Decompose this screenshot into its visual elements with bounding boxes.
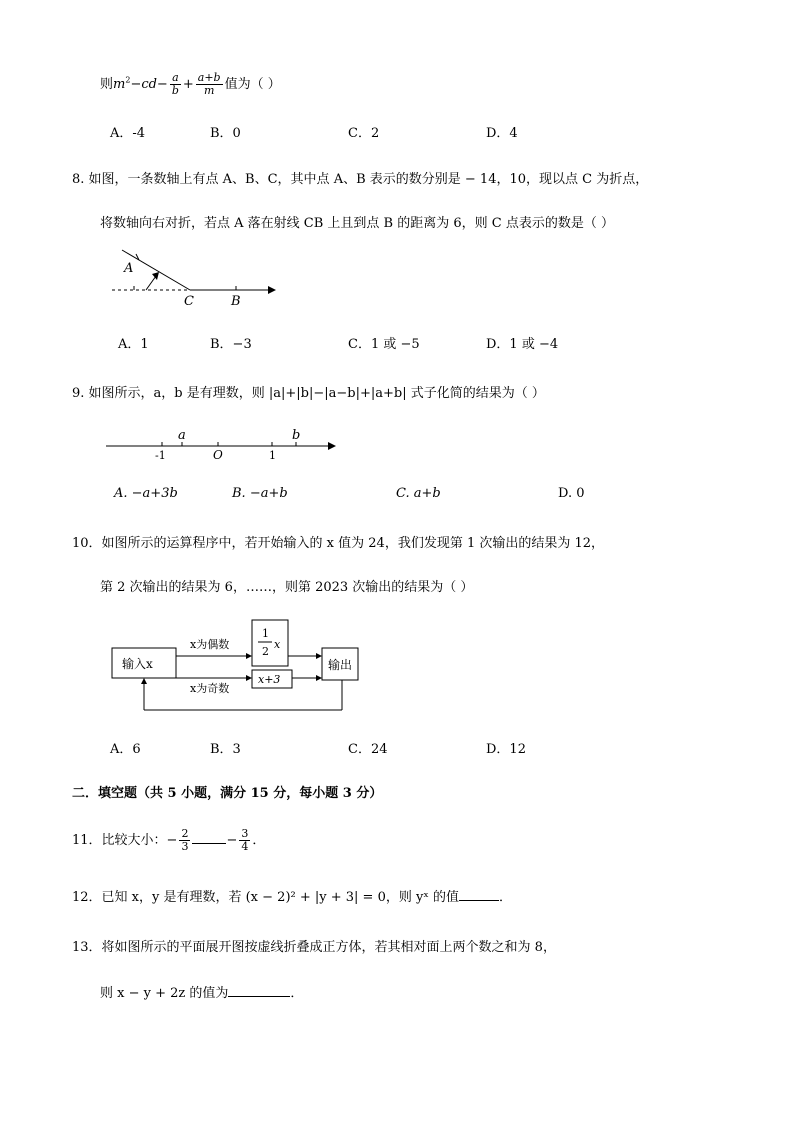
- q10-out-arrow-bottom: [316, 675, 322, 681]
- q10-half-num: 1: [262, 627, 269, 640]
- q7-m: m: [113, 77, 126, 92]
- q11-fraction-2-3: [179, 828, 190, 853]
- q10-option-b[interactable]: B．3: [210, 742, 241, 757]
- q7-option-d[interactable]: D．4: [486, 126, 518, 141]
- q7-fraction-apb-over-m: [196, 72, 223, 97]
- q13-line-1: 13．将如图所示的平面展开图按虚线折叠成正方体，若其相对面上两个数之和为 8，: [72, 940, 556, 955]
- q13-line-2: [100, 982, 303, 1001]
- q8-fold-arrowhead: [152, 272, 159, 280]
- q11-f1-den: 3: [181, 840, 189, 853]
- q10-out-arrow-top: [316, 653, 322, 659]
- q7-frac2-den: m: [203, 84, 215, 97]
- q11-f1-num: 2: [181, 827, 189, 840]
- q8-option-a[interactable]: A．1: [118, 337, 149, 352]
- q11-f2-num: 3: [241, 827, 249, 840]
- q7-frac1-den: b: [171, 84, 179, 97]
- q8-label-a: A: [124, 261, 134, 276]
- q10-even-label: x为偶数: [190, 638, 230, 651]
- q7-option-a[interactable]: A．-4: [110, 126, 146, 141]
- q7-prefix: 则: [100, 77, 114, 92]
- q11-prefix: 11．比较大小：−: [72, 833, 178, 848]
- q11-suffix: ．: [252, 833, 266, 848]
- q12-text: 12．已知 x，y 是有理数，若 (x − 2)² + |y + 3| = 0，则 yˣ 的值: [72, 890, 459, 905]
- q10-half-x: x: [274, 638, 281, 651]
- q12-suffix: ．: [498, 890, 512, 905]
- q11-fraction-3-4: [239, 828, 250, 853]
- q7-suffix: 值为（ ）: [224, 77, 281, 92]
- q7-cd: −cd−: [130, 77, 168, 92]
- q10-odd-arrow: [246, 675, 252, 681]
- q9-line: 9. 如图所示，a，b 是有理数，则 |a|+|b|−|a−b|+|a+b| 式子化简的结果为（ ）: [72, 386, 545, 401]
- q8-fold-arrow: [146, 276, 156, 290]
- q8-axis-arrow: [268, 286, 276, 294]
- q10-loop-arrow: [141, 678, 147, 684]
- q7-options: [0, 122, 794, 142]
- q8-line-2: 将数轴向右对折，若点 A 落在射线 CB 上且到点 B 的距离为 6，则 C 点表示的数是（ ）: [100, 216, 614, 231]
- q10-plus3-label: x+3: [258, 673, 281, 686]
- q10-options: [0, 738, 794, 758]
- q10-input-label: 输入x: [122, 657, 153, 671]
- q8-label-c: C: [184, 294, 194, 309]
- q11-line: [72, 828, 265, 853]
- q7-exponent: 2: [125, 75, 131, 85]
- q11-answer-blank[interactable]: [192, 843, 226, 844]
- q10-line-2: 第 2 次输出的结果为 6，……，则第 2023 次输出的结果为（ ）: [100, 580, 474, 595]
- q10-option-a[interactable]: A．6: [110, 742, 141, 757]
- q8-number-line-figure: [108, 244, 278, 310]
- q7-plus: +: [182, 77, 194, 92]
- q7-expression-line: [100, 72, 281, 97]
- q9-option-c[interactable]: C. a+b: [396, 486, 441, 501]
- q9-option-a[interactable]: A. −a+3b: [114, 486, 178, 501]
- q8-option-d[interactable]: D．1 或 −4: [486, 337, 559, 352]
- q11-f2-den: 4: [241, 840, 249, 853]
- q8-options: [0, 333, 794, 353]
- q8-label-b: B: [231, 294, 241, 309]
- q9-label-a: a: [178, 428, 186, 443]
- q9-label-o: O: [213, 448, 223, 462]
- q9-label-m1: -1: [155, 449, 166, 462]
- q10-option-d[interactable]: D．12: [486, 742, 526, 757]
- q10-output-label: 输出: [328, 658, 353, 672]
- q12-line: [72, 886, 512, 905]
- q9-label-b: b: [292, 428, 301, 443]
- q10-flowchart: [108, 614, 368, 718]
- q10-half-box: [252, 620, 288, 666]
- q10-option-c[interactable]: C．24: [348, 742, 388, 757]
- q10-odd-label: x为奇数: [190, 682, 230, 695]
- q12-answer-blank[interactable]: [459, 900, 499, 901]
- q10-line-1: 10．如图所示的运算程序中，若开始输入的 x 值为 24，我们发现第 1 次输出的结果为 12，: [72, 536, 605, 551]
- q9-axis-arrow: [328, 442, 336, 450]
- q7-option-c[interactable]: C．2: [348, 126, 380, 141]
- q7-frac2-num: a+b: [197, 71, 221, 84]
- q9-label-1: 1: [269, 449, 276, 462]
- q13-text: 则 x − y + 2z 的值为: [100, 986, 229, 1001]
- q10-even-arrow: [246, 653, 252, 659]
- q9-option-b[interactable]: B. −a+b: [232, 486, 288, 501]
- q8-option-b[interactable]: B．−3: [210, 337, 252, 352]
- q13-answer-blank[interactable]: [228, 996, 290, 997]
- q9-number-line-figure: [104, 424, 340, 464]
- section-2-title: 二．填空题（共 5 小题，满分 15 分，每小题 3 分）: [72, 786, 383, 801]
- q10-half-den: 2: [262, 645, 269, 658]
- q8-option-c[interactable]: C．1 或 −5: [348, 337, 420, 352]
- q7-frac1-num: a: [170, 72, 181, 85]
- q7-option-b[interactable]: B．0: [210, 126, 241, 141]
- q11-mid: −: [226, 833, 238, 848]
- q9-option-d[interactable]: D. 0: [558, 486, 585, 501]
- q13-suffix: ．: [290, 986, 304, 1001]
- q8-line-1: 8. 如图，一条数轴上有点 A、B、C，其中点 A、B 表示的数分别是 − 14，10，现以点 C 为折点，: [72, 172, 649, 187]
- q7-fraction-a-over-b: [170, 72, 181, 97]
- q9-options: [0, 486, 794, 506]
